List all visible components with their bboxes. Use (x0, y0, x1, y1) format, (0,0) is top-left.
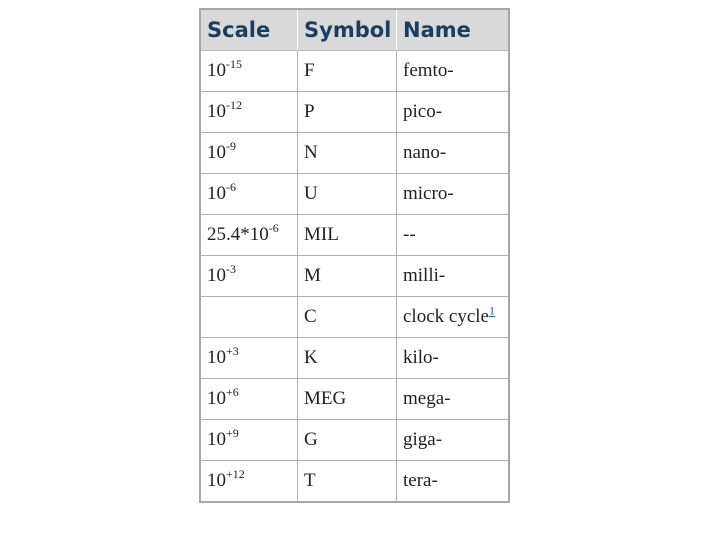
table-row (201, 419, 508, 460)
symbol-cell: MEG (298, 378, 397, 419)
footnote-ref (489, 304, 495, 318)
table-container (199, 8, 510, 503)
name-cell: milli- (397, 255, 508, 296)
table-row (201, 460, 508, 501)
table-row (201, 214, 508, 255)
scale-base: 10 (207, 183, 226, 204)
scale-base: 10 (207, 265, 226, 286)
table-row (201, 91, 508, 132)
scale-base: 10 (207, 470, 226, 491)
scale-exponent: -6 (226, 179, 236, 194)
scale-base: 10 (207, 142, 226, 163)
name-cell: micro- (397, 173, 508, 214)
scale-exponent: +3 (226, 343, 239, 358)
scale-cell (201, 296, 298, 337)
scale-cell (201, 214, 298, 255)
symbol-cell: N (298, 132, 397, 173)
scale-exponent: -15 (226, 56, 242, 71)
symbol-cell: U (298, 173, 397, 214)
column-header-scale: Scale (201, 10, 298, 51)
table-row (201, 337, 508, 378)
symbol-cell: P (298, 91, 397, 132)
table-row (201, 255, 508, 296)
table-row (201, 51, 508, 91)
table-header (201, 10, 508, 51)
table-body (201, 51, 508, 501)
scale-exponent: +9 (226, 425, 239, 440)
name-cell: -- (397, 214, 508, 255)
scale-base: 10 (207, 347, 226, 368)
table-row (201, 173, 508, 214)
scale-cell (201, 132, 298, 173)
scale-cell (201, 337, 298, 378)
scale-cell (201, 51, 298, 91)
symbol-cell: K (298, 337, 397, 378)
scale-exponent: +12 (226, 466, 245, 481)
symbol-cell: G (298, 419, 397, 460)
scale-exponent: -12 (226, 97, 242, 112)
name-cell: pico- (397, 91, 508, 132)
scale-cell (201, 173, 298, 214)
scale-exponent: -3 (226, 261, 236, 276)
column-header-name: Name (397, 10, 508, 51)
column-header-symbol: Symbol (298, 10, 397, 51)
scale-exponent: -9 (226, 138, 236, 153)
scale-cell (201, 378, 298, 419)
scale-base: 10 (207, 60, 226, 81)
name-cell: nano- (397, 132, 508, 173)
table-row (201, 378, 508, 419)
name-cell: kilo- (397, 337, 508, 378)
scale-table (199, 8, 510, 503)
scale-base: 25.4*10 (207, 224, 269, 245)
symbol-cell: F (298, 51, 397, 91)
scale-cell (201, 255, 298, 296)
header-row (201, 10, 508, 51)
table-row (201, 296, 508, 337)
scale-cell (201, 460, 298, 501)
scale-base: 10 (207, 388, 226, 409)
symbol-cell: M (298, 255, 397, 296)
symbol-cell: T (298, 460, 397, 501)
scale-cell (201, 419, 298, 460)
scale-exponent: +6 (226, 384, 239, 399)
name-cell: mega- (397, 378, 508, 419)
scale-base: 10 (207, 101, 226, 122)
symbol-cell: MIL (298, 214, 397, 255)
footnote-link[interactable]: 1 (488, 303, 495, 318)
name-cell: giga- (397, 419, 508, 460)
scale-exponent: -6 (268, 220, 279, 235)
symbol-cell: C (298, 296, 397, 337)
scale-base: 10 (207, 429, 226, 450)
name-cell: tera- (397, 460, 508, 501)
name-cell: femto- (403, 60, 454, 81)
name-cell (397, 296, 508, 337)
name-text: clock cycle (403, 306, 489, 327)
scale-cell (201, 91, 298, 132)
table-row (201, 132, 508, 173)
